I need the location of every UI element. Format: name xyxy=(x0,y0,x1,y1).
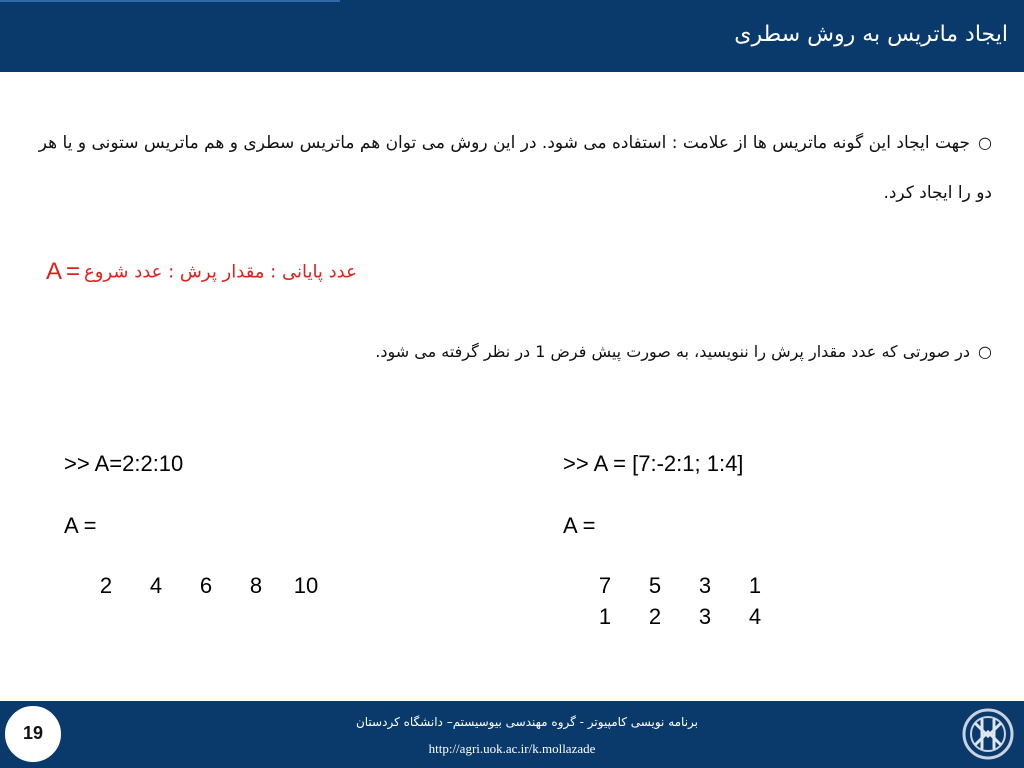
matrix-cell: 4 xyxy=(748,604,762,629)
right-result-label: A = xyxy=(563,513,596,538)
matrix-cell: 6 xyxy=(199,573,213,598)
right-command: >> A = [7:-2:1; 1:4] xyxy=(563,451,744,476)
matrix-cell: 4 xyxy=(149,573,163,598)
footer-course: برنامه نویسی کامپیوتر - گروه مهندسی بیوسیستم– دانشگاه کردستان xyxy=(355,715,699,729)
footer-url: http://agri.uok.ac.ir/k.mollazade xyxy=(428,741,596,756)
left-command: >> A=2:2:10 xyxy=(64,451,184,476)
slide-footer xyxy=(0,701,1024,768)
formula-equals: = xyxy=(66,258,81,285)
syntax-formula xyxy=(46,258,357,286)
page-number-badge xyxy=(3,704,63,764)
bullet-1-text: جهت ایجاد این گونه ماتریس ها از علامت : استفاده می شود. در این روش می توان هم ماتریس سطری و هم ماتریس ستونی و یا هر دو را ایجاد کرد. xyxy=(38,133,992,203)
matrix-cell: 3 xyxy=(698,573,712,598)
page-number: 19 xyxy=(22,723,44,743)
left-result-label: A = xyxy=(64,513,97,538)
matrix-cell: 3 xyxy=(698,604,712,629)
slide-title: ایجاد ماتریس به روش سطری xyxy=(734,22,1008,47)
matrix-cell: 7 xyxy=(598,573,612,598)
matrix-cell: 1 xyxy=(748,573,762,598)
footer-course-line xyxy=(0,715,1024,729)
circle-bullet-icon: ○ xyxy=(978,133,992,152)
header-accent-line xyxy=(0,0,340,2)
bullet-2-text: در صورتی که عدد مقدار پرش را ننویسید، به صورت پیش فرض 1 در نظر گرفته می شود. xyxy=(375,342,971,361)
formula-lhs: A xyxy=(46,258,63,285)
bullet-paragraph-2 xyxy=(375,342,992,361)
matrix-cell: 2 xyxy=(648,604,662,629)
matrix-cell: 8 xyxy=(249,573,263,598)
formula-rhs: عدد پایانی : مقدار پرش : عدد شروع xyxy=(84,261,357,283)
matrix-cell: 5 xyxy=(648,573,662,598)
university-logo-icon xyxy=(962,708,1014,760)
matrix-cell: 10 xyxy=(293,573,319,598)
matrix-cell: 2 xyxy=(99,573,113,598)
circle-bullet-icon: ○ xyxy=(978,342,992,361)
matrix-cell: 1 xyxy=(598,604,612,629)
slide-header xyxy=(0,0,1024,72)
bullet-paragraph-1 xyxy=(32,118,992,218)
